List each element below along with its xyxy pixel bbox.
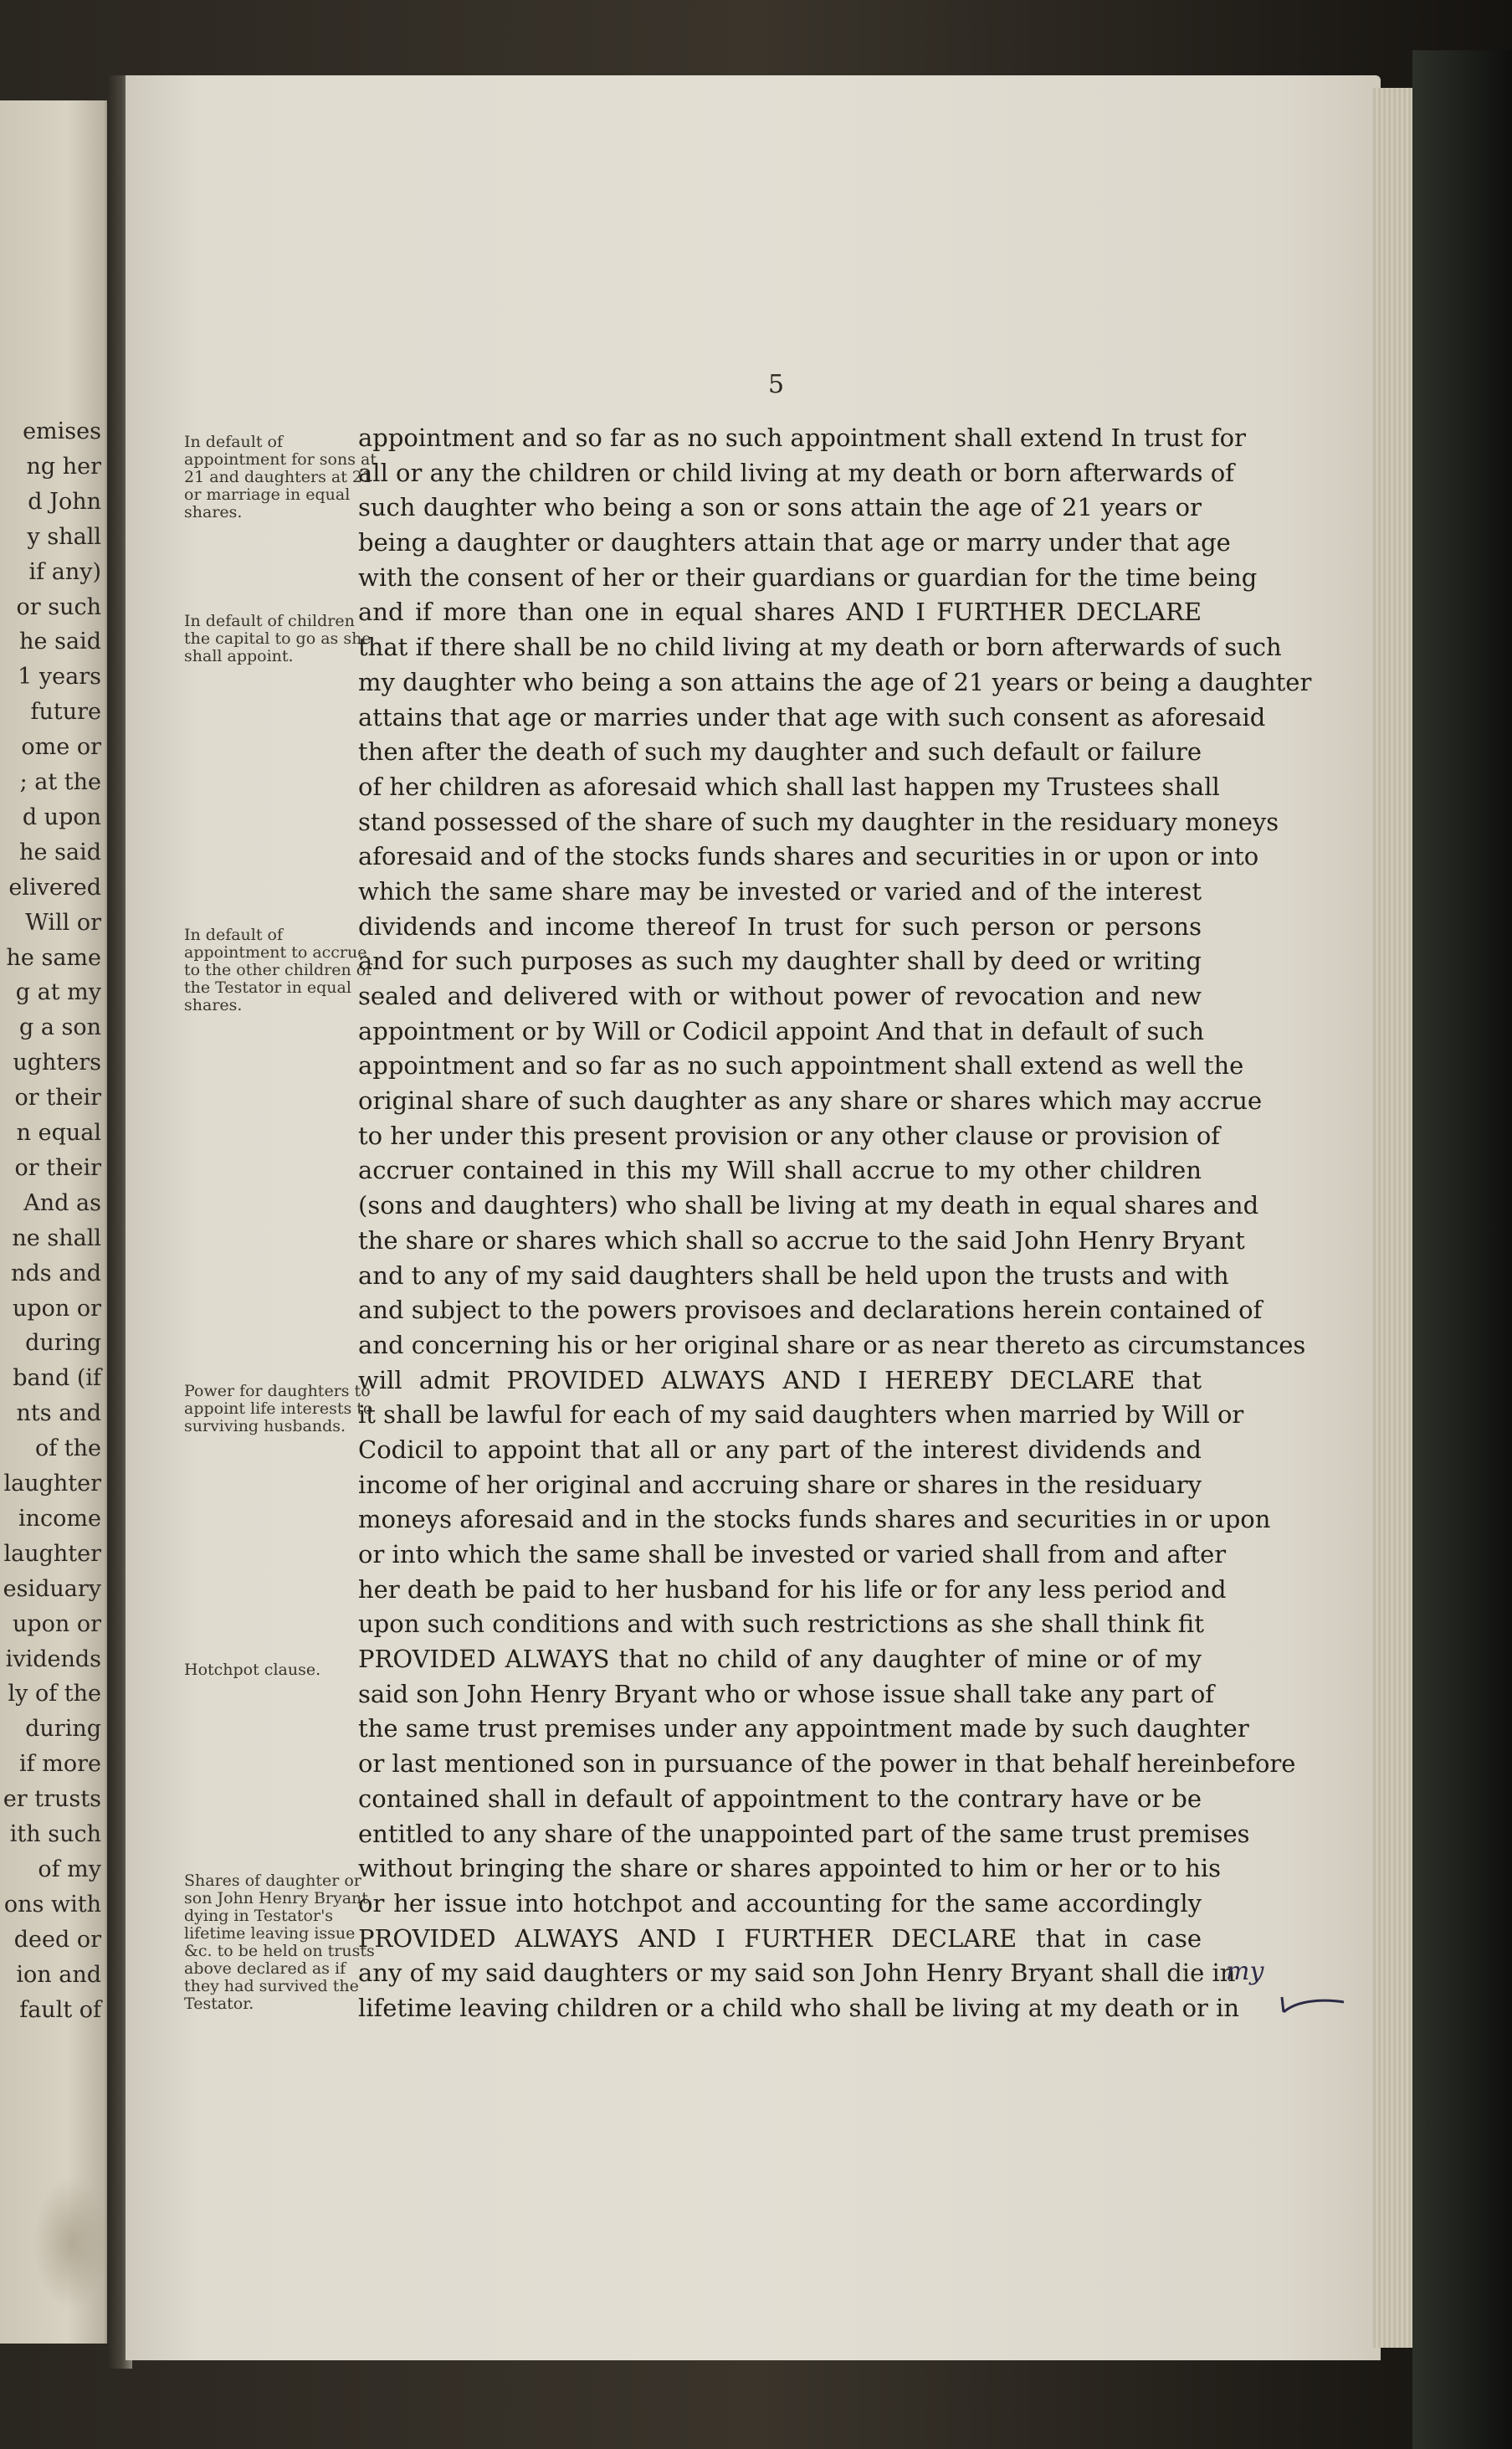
left-page-fragment: or such — [16, 593, 101, 620]
left-page-fragment: ividends — [5, 1646, 101, 1672]
left-page-fragment: future — [30, 699, 101, 726]
left-page-fragment: if more — [19, 1751, 101, 1778]
left-page-fragment: he said — [19, 839, 101, 865]
text-line: that if there shall be no child living at my death or born afterwards of such — [358, 633, 1282, 662]
page-edges — [1372, 88, 1412, 2348]
left-page-fragment: esiduary — [3, 1575, 101, 1602]
text-line: and subject to the powers provisoes and declarations herein contained of — [358, 1296, 1263, 1325]
text-line: PROVIDED ALWAYS that no child of any daughter of mine or of my — [358, 1645, 1202, 1674]
text-line: with the consent of her or their guardians or guardian for the time being — [358, 562, 1258, 592]
text-line: and if more than one in equal shares AND I FURTHER DECLARE — [358, 598, 1202, 627]
left-page-fragment: y shall — [27, 523, 101, 550]
margin-note-accrue: In default of appointment to accrue to the other children of the Testator in equal shares. — [184, 926, 372, 1014]
left-page-fragment: ons with — [3, 1891, 101, 1918]
left-page-fragment: ion and — [16, 1961, 101, 1988]
left-page-fragment: during — [25, 1330, 101, 1357]
left-page-fragment: ne shall — [12, 1224, 101, 1251]
body-text — [358, 421, 1312, 2026]
left-page-fragment: ome or — [21, 734, 101, 761]
left-page-fragment: if any) — [28, 558, 101, 585]
left-page-fragment: nts and — [16, 1400, 101, 1427]
left-page-fragment: of the — [34, 1435, 101, 1462]
text-line: appointment or by Will or Codicil appoint And that in default of such — [358, 1016, 1205, 1045]
left-facing-page — [0, 100, 113, 2344]
left-page-fragment: ith such — [9, 1821, 101, 1847]
text-line: all or any the children or child living at my death or born afterwards of — [358, 458, 1234, 487]
margin-note-hotchpot: Hotchpot clause. — [184, 1661, 321, 1679]
book-cover-edge — [1412, 50, 1512, 2449]
text-line: or last mentioned son in pursuance of the power in that behalf hereinbefore — [358, 1749, 1296, 1779]
left-page-fragment: And as — [23, 1189, 101, 1216]
text-line: which the same share may be invested or varied and of the interest — [358, 876, 1202, 906]
left-page-fragment: or their — [14, 1085, 101, 1112]
left-page-fragment: ; at the — [19, 769, 101, 795]
left-page-fragment: d John — [28, 488, 101, 515]
left-page-fragment: laughter — [3, 1540, 101, 1567]
left-page-fragment: deed or — [13, 1926, 101, 1953]
paper-stain — [33, 2176, 109, 2310]
left-page-fragment: nds and — [11, 1260, 101, 1286]
text-line: of her children as aforesaid which shall last happen my Trustees shall — [358, 772, 1220, 801]
text-line: or her issue into hotchpot and accounting for the same accordingly — [358, 1888, 1202, 1918]
left-page-fragment: he said — [19, 629, 101, 655]
left-page-fragment: elivered — [8, 874, 101, 901]
text-line: said son John Henry Bryant who or whose issue shall take any part of — [358, 1679, 1215, 1708]
margin-note-power-daughters: Power for daughters to appoint life interests to surviving husbands. — [184, 1382, 373, 1435]
text-line: sealed and delivered with or without power of revocation and new — [358, 982, 1202, 1010]
text-line: contained shall in default of appointment to the contrary have or be — [358, 1784, 1202, 1813]
text-line: being a daughter or daughters attain that age or marry under that age — [358, 528, 1231, 557]
margin-note-default-appointment: In default of appointment for sons at 21 and daughters at 21 or marriage in equal shares. — [184, 433, 377, 521]
left-page-fragment: during — [25, 1716, 101, 1743]
left-page-fragment: emises — [23, 418, 101, 444]
left-page-fragment: d upon — [22, 803, 101, 830]
text-line: appointment and so far as no such appointment shall extend In trust for — [358, 424, 1247, 452]
text-line: Codicil to appoint that all or any part of the interest dividends and — [358, 1435, 1202, 1464]
text-line: and concerning his or her original share or as near thereto as circumstances — [358, 1330, 1306, 1359]
left-page-fragment: g at my — [15, 979, 101, 1006]
text-line: accruer contained in this my Will shall accrue to my other children — [358, 1156, 1202, 1185]
text-line: the share or shares which shall so accrue to the said John Henry Bryant — [358, 1225, 1245, 1255]
page-number: 5 — [768, 370, 785, 399]
text-line: my daughter who being a son attains the age of 21 years or being a daughter — [358, 667, 1312, 696]
text-line: aforesaid and of the stocks funds shares and securities in or upon or into — [358, 842, 1259, 871]
text-line: moneys aforesaid and in the stocks funds shares and securities in or upon — [358, 1505, 1271, 1534]
text-line: without bringing the share or shares appointed to him or her or to his — [358, 1854, 1222, 1883]
text-line: dividends and income thereof In trust for such person or persons — [358, 911, 1202, 941]
text-line: or into which the same shall be invested or varied shall from and after — [358, 1540, 1227, 1568]
left-page-fragment: ly of the — [8, 1681, 101, 1707]
left-page-fragment: ng her — [26, 453, 101, 480]
handwritten-margin-mark — [1280, 1994, 1347, 2019]
left-page-fragment: he same — [6, 944, 101, 971]
text-line: (sons and daughters) who shall be living at my death in equal shares and — [358, 1191, 1259, 1220]
left-page-fragment: upon or — [12, 1610, 101, 1637]
text-line: lifetime leaving children or a child who shall be living at my death or in — [358, 1993, 1240, 2022]
text-line: original share of such daughter as any share or shares which may accrue — [358, 1086, 1263, 1116]
left-page-fragment: income — [18, 1505, 101, 1532]
text-line: appointment and so far as no such appointment shall extend as well the — [358, 1051, 1244, 1081]
text-line: it shall be lawful for each of my said daughters when married by Will or — [358, 1400, 1244, 1430]
margin-note-default-children: In default of children the capital to go as she shall appoint. — [184, 612, 372, 665]
left-page-fragment: laughter — [3, 1471, 101, 1497]
text-line: will admit PROVIDED ALWAYS AND I HEREBY DECLARE that — [358, 1365, 1202, 1394]
left-page-fragment: Will or — [25, 909, 101, 936]
text-line: any of my said daughters or my said son John Henry Bryant shall die in — [358, 1959, 1236, 1988]
text-line: her death be paid to her husband for his life or for any less period and — [358, 1574, 1227, 1604]
text-line: stand possessed of the share of such my daughter in the residuary moneys — [358, 807, 1279, 836]
text-line: then after the death of such my daughter and such default or failure — [358, 737, 1202, 767]
text-line: entitled to any share of the unappointed part of the same trust premises — [358, 1819, 1250, 1848]
text-line: income of her original and accruing share or shares in the residuary — [358, 1470, 1202, 1499]
text-line: PROVIDED ALWAYS AND I FURTHER DECLARE that in case — [358, 1923, 1202, 1953]
left-page-fragment: g a son — [18, 1014, 101, 1041]
left-page-fragment: er trusts — [3, 1786, 101, 1813]
text-line: to her under this present provision or any other clause or provision of — [358, 1121, 1221, 1150]
text-line: such daughter who being a son or sons attain the age of 21 years or — [358, 493, 1202, 522]
left-page-fragment: band (if — [13, 1365, 101, 1392]
text-line: and for such purposes as such my daughter shall by deed or writing — [358, 947, 1202, 976]
text-line: upon such conditions and with such restrictions as she shall think fit — [358, 1610, 1204, 1639]
left-page-fragment: upon or — [12, 1295, 101, 1322]
left-page-fragment: fault of — [19, 1996, 101, 2023]
text-line: and to any of my said daughters shall be held upon the trusts and with — [358, 1260, 1229, 1290]
left-page-fragment: n equal — [16, 1120, 101, 1146]
text-line: attains that age or marries under that age with such consent as aforesaid — [358, 702, 1266, 732]
margin-note-shares-of-daughter: Shares of daughter or son John Henry Bryant dying in Testator's lifetime leaving issue &c. to be held on trusts above declared as if they had survived the Testator. — [184, 1871, 375, 2013]
text-line: the same trust premises under any appointment made by such daughter — [358, 1714, 1249, 1743]
left-page-fragment: of my — [38, 1856, 101, 1882]
left-page-fragment: 1 years — [18, 664, 101, 691]
left-page-fragment: ughters — [13, 1050, 101, 1076]
left-page-fragment: or their — [14, 1154, 101, 1181]
handwritten-insertion: my — [1226, 1957, 1264, 1986]
